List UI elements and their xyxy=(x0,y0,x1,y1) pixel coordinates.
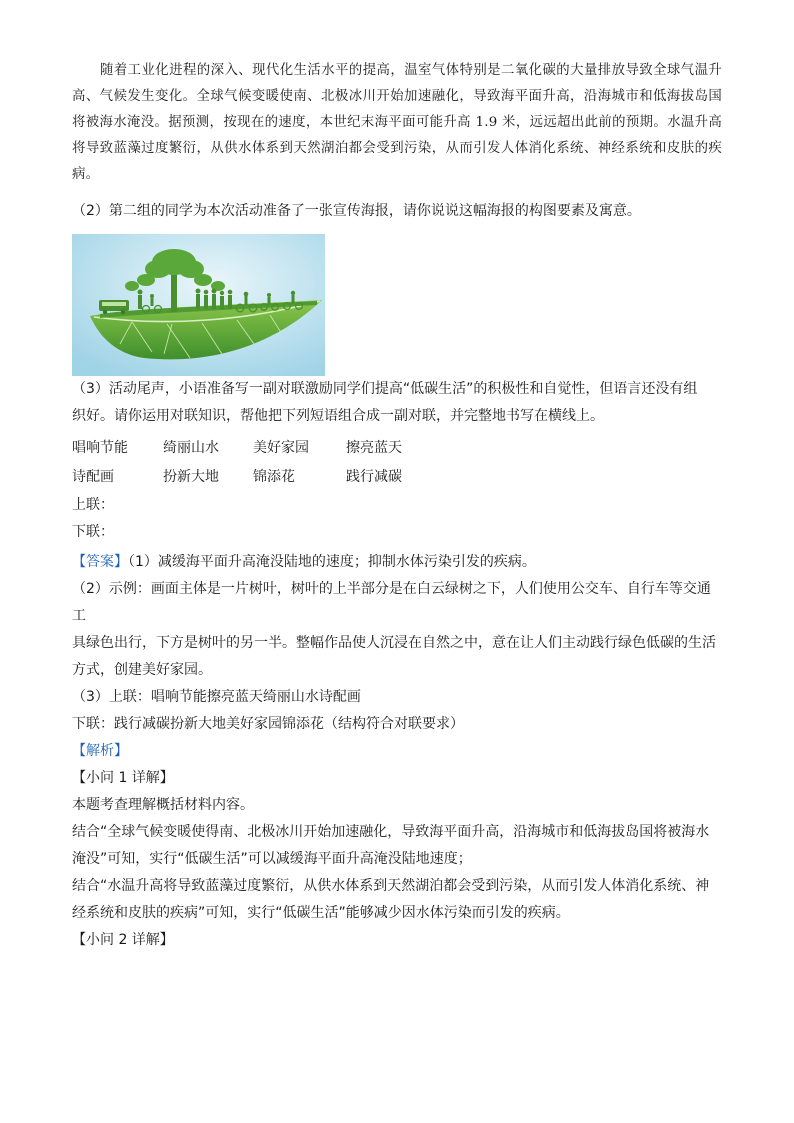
analysis-line: 经系统和皮肤的疾病”可知，实行“低碳生活”能够减少因水体污染而引发的疾病。 xyxy=(72,905,570,921)
phrase: 锦添花 xyxy=(253,469,295,485)
questions-block xyxy=(72,198,722,954)
answer-tag: 【答案】 xyxy=(72,554,128,570)
analysis-line: 淹没”可知，实行“低碳生活”可以减缓海平面升高淹没陆地速度； xyxy=(72,851,472,867)
answer-2-line-2: 具绿色出行，下方是树叶的另一半。整幅作品使人沉浸在自然之中，意在让人们主动践行绿色低碳的生活 xyxy=(72,635,716,651)
question-2: （2）第二组的同学为本次活动准备了一张宣传海报，请你说说这幅海报的构图要素及寓意。 xyxy=(72,203,641,219)
phrase: 擦亮蓝天 xyxy=(346,440,402,456)
sub-question-2-heading: 【小问 2 详解】 xyxy=(72,932,174,948)
analysis-line: 结合“全球气候变暖使得南、北极冰川开始加速融化，导致海平面升高，沿海城市和低海拔岛国将被海水 xyxy=(72,824,710,840)
material-block xyxy=(72,58,722,188)
upper-couplet-blank: 上联： xyxy=(72,497,114,513)
phrase: 唱响节能 xyxy=(72,440,128,456)
analysis-line: 本题考查理解概括材料内容。 xyxy=(72,797,254,813)
phrase: 美好家园 xyxy=(253,440,309,456)
phrase: 扮新大地 xyxy=(163,469,219,485)
phrase: 诗配画 xyxy=(72,469,114,485)
analysis-line: 结合“水温升高将导致蓝藻过度繁衍，从供水体系到天然湖泊都会受到污染，从而引发人体消化系统、神 xyxy=(72,878,710,894)
phrase: 绮丽山水 xyxy=(163,440,219,456)
answer-3-line-2: 下联：践行减碳扮新大地美好家园锦添花（结构符合对联要求） xyxy=(72,716,464,732)
phrase: 践行减碳 xyxy=(346,469,402,485)
answer-2-line-1: （2）示例：画面主体是一片树叶，树叶的上半部分是在白云绿树之下，人们使用公交车、自行车等交通工 xyxy=(72,581,711,624)
lower-couplet-blank: 下联： xyxy=(72,524,114,540)
phrase-row-2 xyxy=(72,463,722,492)
poster-image xyxy=(72,234,325,376)
question-3-line-1: （3）活动尾声，小语准备写一副对联激励同学们提高“低碳生活”的积极性和自觉性，但语言还没有组 xyxy=(72,381,698,397)
question-3-line-2: 织好。请你运用对联知识，帮他把下列短语组合成一副对联，并完整地书写在横线上。 xyxy=(72,408,604,424)
answer-1: 【答案】（1）减缓海平面升高淹没陆地的速度；抑制水体污染引发的疾病。 xyxy=(72,554,536,570)
analysis-tag: 【解析】 xyxy=(72,743,128,759)
document-page xyxy=(72,58,722,954)
answer-3-line-1: （3）上联：唱响节能擦亮蓝天绮丽山水诗配画 xyxy=(72,689,361,705)
phrase-row-1 xyxy=(72,434,722,463)
answer-2-line-3: 方式，创建美好家园。 xyxy=(72,662,212,678)
sub-question-1-heading: 【小问 1 详解】 xyxy=(72,770,174,786)
material-paragraph: 随着工业化进程的深入、现代化生活水平的提高，温室气体特别是二氧化碳的大量排放导致全球气温升高、气候发生变化。全球气候变暖使南、北极冰川开始加速融化，导致海平面升高，沿海城市和低海拔岛国将被海水淹没。据预测，按现在的速度，本世纪末海平面可能升高 1.9 米，远远超出此前的预期。水温升高将导致蓝藻过度繁衍，从供水体系到天然湖泊都会受到污染，从而引发人体消化系统、神经系统和皮肤的疾病。 xyxy=(72,63,722,182)
